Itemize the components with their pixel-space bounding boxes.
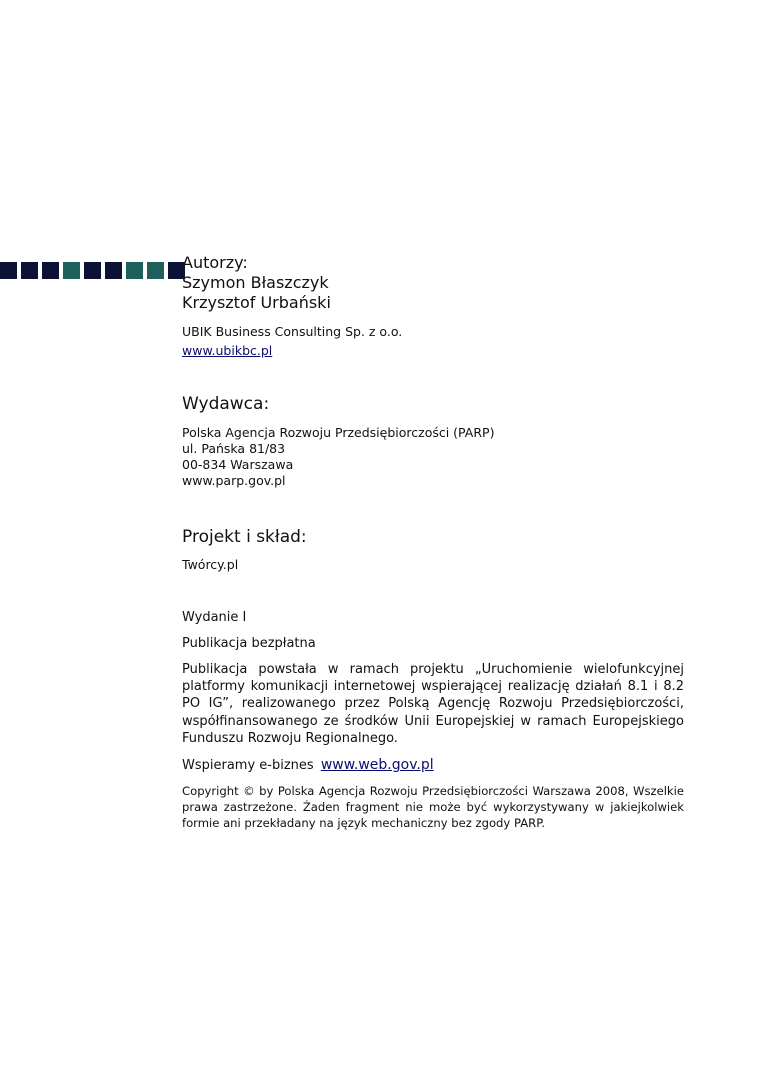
support-text: Wspieramy e-biznes	[182, 758, 314, 774]
decorative-square	[42, 262, 59, 279]
decorative-square-strip	[0, 262, 185, 279]
authors-section	[182, 253, 684, 359]
author-company-link[interactable]: www.ubikbc.pl	[182, 343, 273, 358]
copyright-notice: Copyright © by Polska Agencja Rozwoju Przedsiębiorczości Warszawa 2008, Wszelkie prawa zastrzeżone. Żaden fragment nie może być wykorzystywany w jakiejkolwiek formie ani przekładany na język mechaniczny bez zgody PARP.	[182, 784, 684, 831]
imprint-content	[182, 253, 684, 831]
decorative-square	[0, 262, 17, 279]
author-name: Szymon Błaszczyk	[182, 273, 329, 292]
publisher-name: Polska Agencja Rozwoju Przedsiębiorczości (PARP)	[182, 425, 495, 440]
decorative-square	[126, 262, 143, 279]
author-company: UBIK Business Consulting Sp. z o.o.	[182, 324, 403, 339]
support-line	[182, 756, 684, 775]
project-name: Twórcy.pl	[182, 557, 239, 572]
decorative-square	[147, 262, 164, 279]
decorative-square	[63, 262, 80, 279]
free-publication-text: Publikacja bezpłatna	[182, 636, 316, 651]
publication-description: Publikacja powstała w ramach projektu „Uruchomienie wielofunkcyjnej platformy komunikacji internetowej wspierającej realizację działań 8.1 i 8.2 PO IG”, realizowanego przez Polską Agencję Rozwoju Przedsiębiorczości, współfinansowanego ze środków Unii Europejskiej w ramach Europejskiego Funduszu Rozwoju Regionalnego.	[182, 662, 684, 746]
publisher-city: 00-834 Warszawa	[182, 457, 294, 472]
publisher-website: www.parp.gov.pl	[182, 473, 286, 488]
authors-label: Autorzy:	[182, 253, 248, 272]
project-title: Projekt i skład:	[182, 527, 307, 547]
publisher-details	[182, 425, 684, 489]
support-link[interactable]: www.web.gov.pl	[320, 757, 434, 774]
decorative-square	[84, 262, 101, 279]
author-name: Krzysztof Urbański	[182, 293, 331, 312]
edition-text: Wydanie I	[182, 610, 247, 625]
publisher-street: ul. Pańska 81/83	[182, 441, 286, 456]
publisher-title: Wydawca:	[182, 394, 270, 414]
decorative-square	[21, 262, 38, 279]
decorative-square	[105, 262, 122, 279]
